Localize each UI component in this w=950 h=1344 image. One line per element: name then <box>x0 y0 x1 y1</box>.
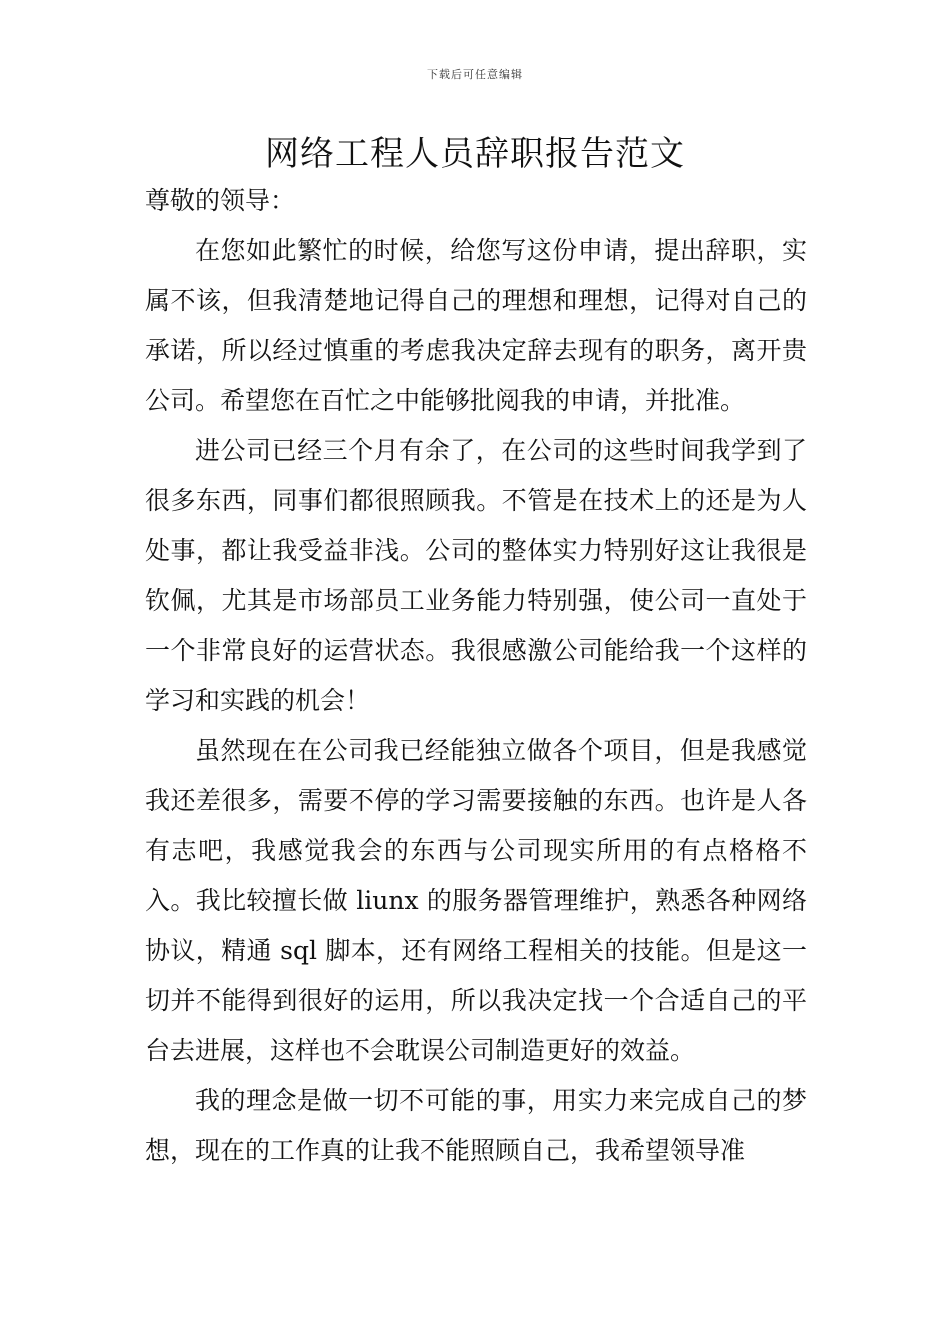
paragraph-1: 在您如此繁忙的时候，给您写这份申请，提出辞职，实属不该，但我清楚地记得自己的理想和理想，记得对自己的承诺，所以经过慎重的考虑我决定辞去现有的职务，离开贵公司。希望您在百忙之中能够批阅我的申请，并批准。 <box>145 236 807 415</box>
paragraph-4: 我的理念是做一切不可能的事，用实力来完成自己的梦想，现在的工作真的让我不能照顾自己，我希望领导准 <box>145 1086 807 1165</box>
document-body <box>145 176 807 1176</box>
paragraph-3: 虽然现在在公司我已经能独立做各个项目，但是我感觉我还差很多，需要不停的学习需要接触的东西。也许是人各有志吧，我感觉我会的东西与公司现实所用的有点格格不入。我比较擅长做 liunx 的服务器管理维护，熟悉各种网络协议，精通 sql 脚本，还有网络工程相关的技能。但是这一切并不能得到很好的运用，所以我决定找一个合适自己的平台去进展，这样也不会耽误公司制造更好的效益。 <box>145 736 807 1065</box>
salutation: 尊敬的领导： <box>145 186 296 215</box>
paragraph-2: 进公司已经三个月有余了，在公司的这些时间我学到了很多东西，同事们都很照顾我。不管是在技术上的还是为人处事，都让我受益非浅。公司的整体实力特别好这让我很是钦佩，尤其是市场部员工业务能力特别强，使公司一直处于一个非常良好的运营状态。我很感激公司能给我一个这样的学习和实践的机会！ <box>145 436 807 715</box>
header-note: 下载后可任意编辑 <box>427 68 523 81</box>
document-title: 网络工程人员辞职报告范文 <box>265 134 685 174</box>
